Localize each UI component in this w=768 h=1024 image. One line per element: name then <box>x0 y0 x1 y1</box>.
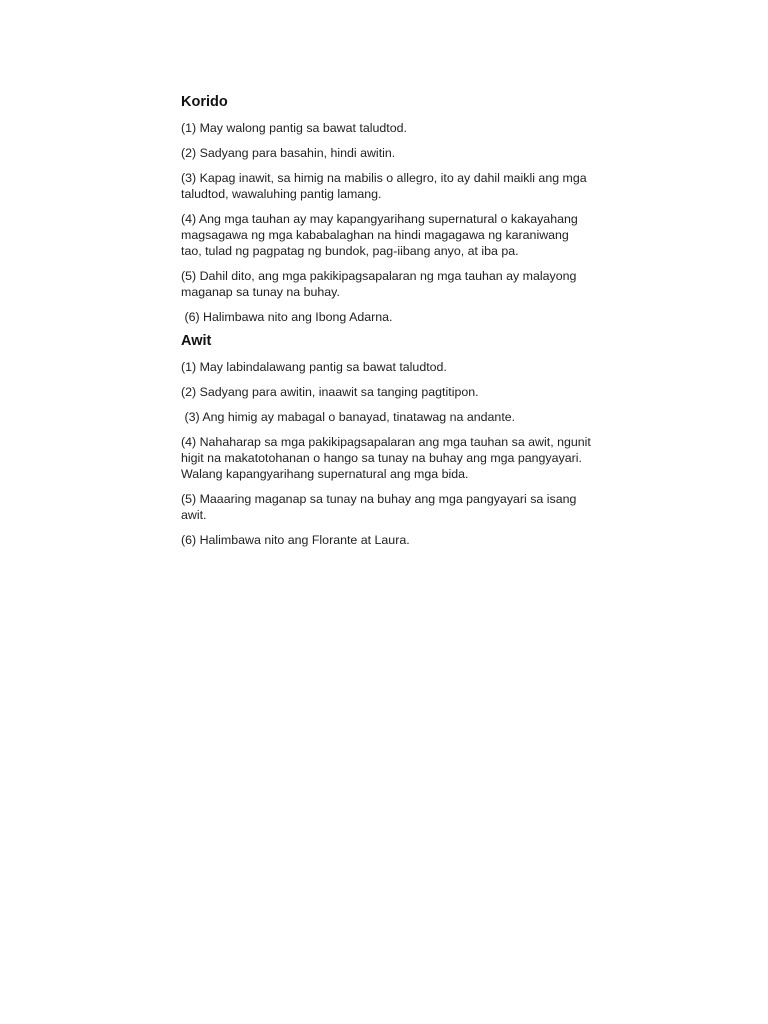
list-item: (4) Nahaharap sa mga pakikipagsapalaran ang mga tauhan sa awit, ngunit higit na makatotohanan o hango sa tunay na buhay ang mga pangyayari. Walang kapangyarihang supernatural ang mga bida. <box>181 435 595 481</box>
list-item: (5) Dahil dito, ang mga pakikipagsapalaran ng mga tauhan ay malayong maganap sa tunay na buhay. <box>181 269 580 299</box>
list-item: (6) Halimbawa nito ang Florante at Laura. <box>181 533 410 547</box>
section-korido <box>181 94 591 325</box>
list-item: (5) Maaaring maganap sa tunay na buhay ang mga pangyayari sa isang awit. <box>181 492 580 522</box>
section-title: Korido <box>181 94 228 110</box>
list-item: (1) May walong pantig sa bawat taludtod. <box>181 121 407 135</box>
list-item: (6) Halimbawa nito ang Ibong Adarna. <box>181 310 393 324</box>
section-awit <box>181 333 595 548</box>
document-page <box>181 94 595 548</box>
list-item: (1) May labindalawang pantig sa bawat taludtod. <box>181 360 447 374</box>
list-item: (3) Ang himig ay mabagal o banayad, tinatawag na andante. <box>181 410 516 424</box>
section-title: Awit <box>181 333 212 349</box>
list-item: (2) Sadyang para awitin, inaawit sa tanging pagtitipon. <box>181 385 479 399</box>
list-item: (2) Sadyang para basahin, hindi awitin. <box>181 146 396 160</box>
list-item: (4) Ang mga tauhan ay may kapangyarihang supernatural o kakayahang magsagawa ng mga kababalaghan na hindi magagawa ng karaniwang tao, tulad ng pagpatag ng bundok, pag-iibang anyo, at iba pa. <box>181 212 582 258</box>
list-item: (3) Kapag inawit, sa himig na mabilis o allegro, ito ay dahil maikli ang mga taludtod, wawaluhing pantig lamang. <box>181 171 591 201</box>
